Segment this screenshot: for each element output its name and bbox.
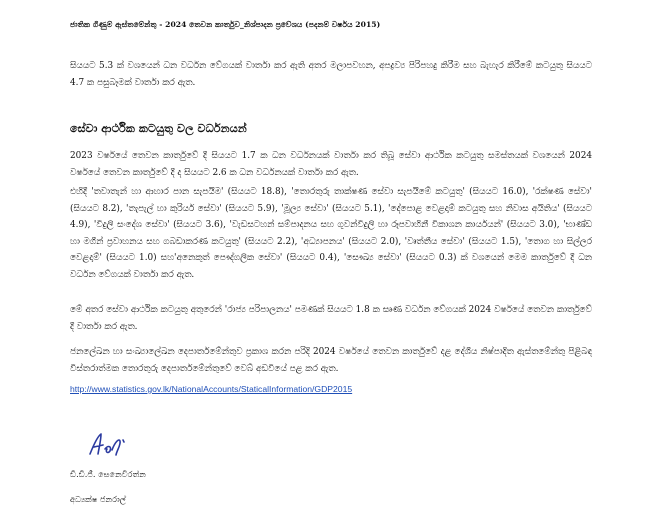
signatory-title: අධ්‍යක්ෂ ජනරාල් bbox=[70, 494, 127, 504]
paragraph-public-admin: මේ අතර සේවා ආර්ථික කටයුතු අතුරෙන් 'රාජ්‍ය පරිපාලනය' පමණක් සියයට 1.8 ක සෘණ වර්ධන වේගයක් 2024 වර්ෂයේ තෙවන කාර්තුවේ දී වාර්තා කර ඇත. bbox=[70, 305, 592, 332]
statistics-website-link[interactable]: http://www.statistics.gov.lk/NationalAccounts/StaticalInformation/GDP2015 bbox=[70, 384, 353, 394]
document-header: ජාතික ගිණුම් ඇස්තමේන්තු - 2024 තෙවන කාර්තුව_නිශ්පාදන ප්‍රවේශය (පදනම් වර්ෂය 2015) bbox=[70, 20, 381, 29]
signature-image bbox=[86, 430, 134, 460]
paragraph-sector-growth: එහිදී 'තවාතැන් හා ආහාර පාන සැපයීම' (සියයට 18.8), 'තොරතුරු තාක්ෂණ සේවා සැපයීමේ කටයුතු' (සියයට 16.0), 'රක්ෂණ සේවා' (සියයට 8.2), 'තැපැල් හා කුරියර් සේවා' (සියයට 5.9), 'මූල්‍ය සේවා' (සියයට 5.1), 'දේපොළ වෙළදාම් කටයුතු සහ නිවාස අයිතිය' (සියයට 4.9), 'විදුලි සංදේශ සේවා' (සියයට 3.6), 'වැඩසටහන් සම්පාදනය සහ ගුවන්විදුලි හා රූපවාහිනී විකාශන කාර්යයන්' (සියයට 3.0), 'භාණ්ඩ හා මගීන් ප්‍රවාහනය සහ ගබඩාකරණ කටයුතු' (සියයට 2.2), 'අධ්‍යාපනය' (සියයට 2.0), 'වෘත්තීය සේවා' (සියයට 1.5), 'තොග හා සිල්ලර වෙළදාම්' (සියයට 1.0) සහ'අනෙකුත් පෞද්ගලික සේවා' (සියයට 0.4), 'සෞඛ්‍ය සේවා' (සියයට 0.3) ක් වශයෙන් මෙම කාර්තුවේ දී ධන වර්ධන වේගයක් වාර්තා කර ඇත. bbox=[70, 187, 592, 280]
section-heading: සේවා ආර්ථික කටයුතු වල වර්ධනයන් bbox=[70, 121, 247, 135]
paragraph-publication: ජනලේඛන හා සංඛ්‍යාලේඛන දෙපාර්තමේන්තුව ප්‍රකාශ කරන පරිදි 2024 වර්ෂයේ තෙවන කාර්තුවේ දළ දේශීය නිෂ්පාදිත ඇස්තමේන්තු පිළිබඳ විස්තරාත්මක තොරතුරු දෙපාර්තමේන්තුවේ වෙබ් අඩවියේ පළ කර ඇත. bbox=[70, 347, 592, 374]
intro-paragraph: සියයට 5.3 ක් වශයෙන් ධන වර්ධන වේගයක් වාර්තා කර ඇති අතර මලාපවහන, අපද්‍රව්‍ය පිරිපහදු කිරීම සහ බැහැර කිරීමේ කටයුතු සියයට 4.7 ක පසුබෑමක් වාර්තා කර ඇත. bbox=[70, 61, 592, 88]
signatory-name: ඩී.ඩී.ජී. සෙනෙවිරත්න bbox=[70, 469, 146, 479]
paragraph-overview: 2023 වර්ෂයේ තෙවන කාර්තුවේ දී සියයට 1.7 ක ධන වර්ධනයක් වාර්තා කර තිබූ සේවා ආර්ථික කටයුතු සමස්තයක් වශයෙන් 2024 වර්ෂයේ තෙවන කාර්තුවේ දී ද සියයට 2.6 ක ධන වර්ධනයක් වාර්තා කර ඇත. bbox=[70, 151, 592, 178]
